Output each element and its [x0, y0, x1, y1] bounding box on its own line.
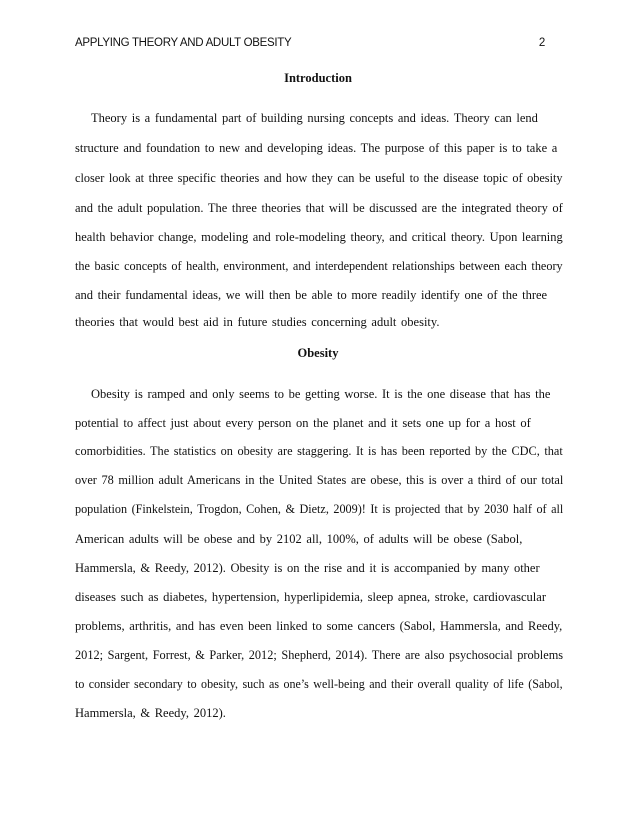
paragraph-line: diseases such as diabetes, hypertension, hyperlipidemia, sleep apnea, stroke, cardiovascular: [75, 590, 546, 604]
paragraph-line: closer look at three specific theories and how they can be useful to the disease topic of obesity: [75, 171, 563, 185]
paragraph-line: to consider secondary to obesity, such as one’s well-being and their overall quality of life (Sabol,: [75, 677, 563, 691]
paragraph-line: structure and foundation to new and developing ideas. The purpose of this paper is to take a: [75, 141, 558, 155]
section-heading-introduction: Introduction: [284, 71, 352, 85]
paragraph-line: the basic concepts of health, environment, and interdependent relationships between each theory: [75, 259, 563, 273]
paragraph-line: Obesity is ramped and only seems to be getting worse. It is the one disease that has the: [91, 387, 551, 401]
running-head: [75, 37, 555, 53]
paragraph-line: potential to affect just about every person on the planet and it sets one up for a host of: [75, 416, 531, 430]
paragraph-line: and the adult population. The three theories that will be discussed are the integrated theory of: [75, 201, 563, 215]
page-number: 2: [538, 37, 545, 49]
paragraph-line: Hammersla, & Reedy, 2012). Obesity is on the rise and it is accompanied by many other: [75, 561, 540, 575]
paragraph-line: health behavior change, modeling and role-modeling theory, and critical theory. Upon learning: [75, 230, 563, 244]
paragraph-line: 2012; Sargent, Forrest, & Parker, 2012; Shepherd, 2014). There are also psychosocial problems: [75, 648, 564, 662]
section-heading-obesity: Obesity: [297, 346, 339, 360]
paragraph-line: theories that would best aid in future studies concerning adult obesity.: [75, 315, 440, 329]
paragraph-line: Theory is a fundamental part of building nursing concepts and ideas. Theory can lend: [91, 111, 538, 125]
paragraph-line: comorbidities. The statistics on obesity are staggering. It is has been reported by the CDC, that: [75, 444, 563, 458]
running-head-title: APPLYING THEORY AND ADULT OBESITY: [75, 37, 292, 49]
paragraph-line: population (Finkelstein, Trogdon, Cohen, & Dietz, 2009)! It is projected that by 2030 half of all: [75, 502, 564, 516]
paragraph-line: problems, arthritis, and has even been linked to some cancers (Sabol, Hammersla, and Reedy,: [75, 619, 563, 633]
paragraph-line: and their fundamental ideas, we will then be able to more readily identify one of the three: [75, 288, 548, 302]
paragraph-line: Hammersla, & Reedy, 2012).: [75, 706, 226, 720]
paragraph-line: American adults will be obese and by 2102 all, 100%, of adults will be obese (Sabol,: [75, 532, 523, 546]
paragraph-line: over 78 million adult Americans in the United States are obese, this is over a third of our total: [75, 473, 564, 487]
